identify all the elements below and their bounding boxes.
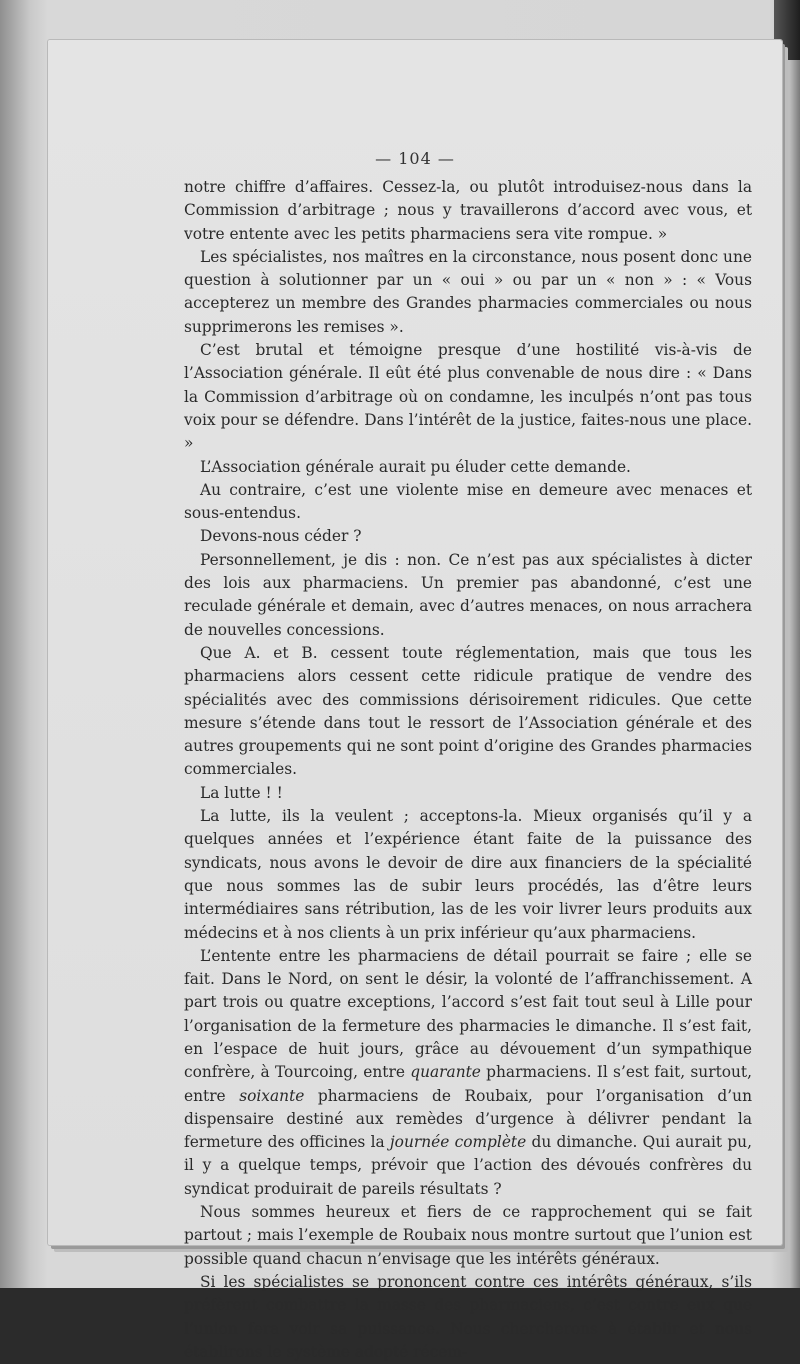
paragraph — [184, 1271, 752, 1364]
italic-text-run: soixante — [239, 1086, 305, 1105]
text-run: La lutte ! ! — [200, 783, 283, 802]
paragraph — [184, 525, 752, 548]
text-run: Nous sommes heureux et fiers de ce rapprochement qui se fait partout ; mais l’exemple de Roubaix nous montre surtout que l’union est possible quand chacun n’envisage que les intérêts généraux. — [184, 1203, 752, 1268]
paragraph — [184, 642, 752, 782]
text-run: L’entente entre les pharmaciens de détail pourrait se faire ; elle se fait. Dans le Nord, on sent le désir, la volonté de l’affranchissement. A part trois ou quatre exceptions, l’accord s’est fait tout seul à Lille pour l’organisation de la fermeture des pharmacies le dimanche. Il s’est fait, en l’espace de huit jours, grâce au dévouement d’un sympathique confrère, à Tourcoing, entre — [184, 946, 752, 1082]
paragraph — [184, 456, 752, 479]
text-run: Que A. et B. cessent toute réglementation, mais que tous les pharmaciens alors cessent cette ridicule pratique de vendre des spécialités avec des commissions dérisoirement ridicules. Que cette mesure s’étende dans tout le ressort de l’Association générale et des autres groupements qui ne sont point d’origine des Grandes pharmacies commerciales. — [184, 643, 752, 779]
paragraph — [184, 479, 752, 526]
text-run: Les spécialistes, nos maîtres en la circonstance, nous posent donc une question à solutionner par un « oui » ou par un « non » : « Vous accepterez un membre des Grandes pharmacies commerciales ou nous supprimerons les remises ». — [184, 247, 752, 336]
text-run: La lutte, ils la veulent ; acceptons-la. Mieux organisés qu’il y a quelques années et l’expérience étant faite de la puissance des syndicats, nous avons le devoir de dire aux financiers de la spécialité que nous sommes las de subir leurs procédés, las d’être leurs intermédiaires sans rétribution, las de les voir livrer leurs produits aux médecins et à nos clients à un prix inférieur qu’aux pharmaciens. — [184, 807, 752, 942]
text-run: notre chiffre d’affaires. Cessez-la, ou plutôt introduisez-nous dans la Commission d’arbitrage ; nous y travaillerons d’accord avec vous, et votre entente avec les petits pharmaciens sera vite rompue. » — [184, 178, 752, 243]
text-run: Personnellement, je dis : non. Ce n’est pas aux spécialistes à dicter des lois aux pharmaciens. Un premier pas abandonné, c’est une reculade générale et demain, avec d’autres menaces, on nous arrachera de nouvelles concessions. — [184, 550, 752, 639]
body-text — [184, 176, 752, 1364]
text-run: Au contraire, c’est une violente mise en demeure avec menaces et sous-entendus. — [184, 480, 752, 523]
paragraph — [184, 339, 752, 455]
paragraph — [184, 549, 752, 642]
text-run: du dimanche. Qui aurait pu, il y a quelque temps, prévoir que l’action des dévoués confrères du syndicat produirait de pareils résultats ? — [184, 1133, 752, 1198]
paragraph — [184, 782, 752, 805]
text-run: L’Association générale aurait pu éluder cette demande. — [200, 457, 631, 476]
text-run: pharmaciens de Roubaix, pour l’organisation d’un dispensaire destiné aux remèdes d’urgence à délivrer pendant la fermeture des officines la — [184, 1086, 752, 1152]
paragraph — [184, 805, 752, 945]
text-run: Si les spécialistes se prononcent contre ces intérêts généraux, s’ils préfèrent combattre la masse des pharmaciens, c’est contre eux que l’union fera voir sa puissance. Nous chercherons à établir et nous établirons le système adopté récem- — [184, 1272, 752, 1361]
text-run: Devons-nous céder ? — [200, 527, 362, 546]
italic-text-run: quarante — [410, 1063, 481, 1082]
text-run: C’est brutal et témoigne presque d’une hostilité vis-à-vis de l’Association générale. Il eût été plus convenable de nous dire : « Dans la Commission d’arbitrage où on condamne, les inculpés n’ont pas tous voix pour se défendre. Dans l’intérêt de la justice, faites-nous une place. » — [184, 341, 752, 453]
text-run: pharmaciens. Il s’est fait, surtout, entre — [184, 1063, 753, 1105]
italic-text-run: journée complète — [389, 1133, 527, 1152]
paragraph — [184, 176, 752, 246]
paragraph — [184, 246, 752, 339]
book-page — [48, 40, 782, 1361]
paragraph — [184, 1201, 752, 1271]
page-number: — 104 — — [375, 149, 455, 168]
paragraph — [184, 945, 752, 1201]
